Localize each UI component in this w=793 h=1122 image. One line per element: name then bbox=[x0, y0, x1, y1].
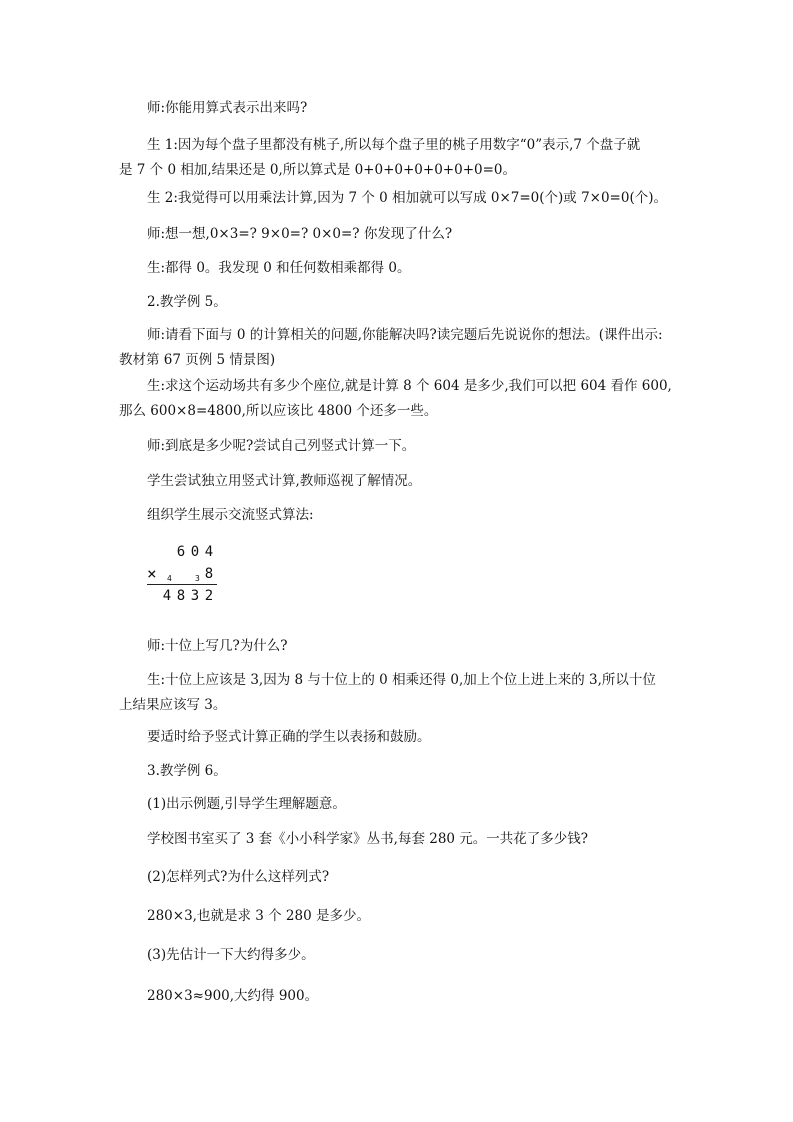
paragraph-organize-display: 组织学生展示交流竖式算法: bbox=[147, 507, 314, 523]
paragraph-student-conclusion: 生:都得 0。我发现 0 和任何数相乘都得 0。 bbox=[147, 260, 411, 276]
paragraph-teacher-question-1: 师:你能用算式表示出来吗? bbox=[147, 100, 308, 116]
paragraph-estimate-result: 280×3≈900,大约得 900。 bbox=[147, 988, 319, 1004]
multiplicand-digit: 6 bbox=[176, 544, 186, 560]
section-heading-example-6: 3.教学例 6。 bbox=[147, 763, 227, 779]
paragraph-student-estimate: 生:求这个运动场共有多少个座位,就是计算 8 个 604 是多少,我们可以把 604 看作 600, 那么 600×8=4800,所以应该比 4800 个还多一些。 bbox=[119, 378, 672, 419]
carry-digit: 3 bbox=[195, 574, 200, 583]
paragraph-student1-answer: 生 1:因为每个盘子里都没有桃子,所以每个盘子里的桃子用数字“0”表示,7 个盘子就 是 7 个 0 相加,结果还是 0,所以算式是 0+0+0+0+0+0+0=0。 bbox=[119, 137, 641, 178]
carry-digit: 4 bbox=[167, 574, 172, 583]
multiplication-sign: × bbox=[147, 564, 157, 583]
paragraph-teacher-think: 师:想一想,0×3=? 9×0=? 0×0=? 你发现了什么? bbox=[147, 226, 453, 242]
section-heading-example-5: 2.教学例 5。 bbox=[147, 294, 227, 310]
product-digit: 3 bbox=[190, 588, 200, 604]
product-digit: 2 bbox=[204, 588, 214, 604]
paragraph-student-tens-answer: 生:十位上应该是 3,因为 8 与十位上的 0 相乘还得 0,加上个位上进上来的 3,所以十位 上结果应该写 3。 bbox=[119, 672, 656, 713]
product-digit: 4 bbox=[162, 588, 172, 604]
paragraph-students-attempt: 学生尝试独立用竖式计算,教师巡视了解情况。 bbox=[147, 473, 422, 489]
paragraph-expression: 280×3,也就是求 3 个 280 是多少。 bbox=[147, 908, 370, 924]
paragraph-teacher-try: 师:到底是多少呢?尝试自己列竖式计算一下。 bbox=[147, 438, 416, 454]
multiplier-digit: 8 bbox=[204, 566, 214, 582]
multiplicand-digit: 0 bbox=[190, 544, 200, 560]
paragraph-student2-answer: 生 2:我觉得可以用乘法计算,因为 7 个 0 相加就可以写成 0×7=0(个)或 7×0=0(个)。 bbox=[147, 190, 667, 206]
vertical-multiplication bbox=[147, 544, 237, 608]
calculation-rule-line bbox=[147, 584, 217, 585]
multiplicand-digit: 4 bbox=[204, 544, 214, 560]
paragraph-step-3: (3)先估计一下大约得多少。 bbox=[147, 947, 315, 963]
product-digit: 8 bbox=[176, 588, 186, 604]
paragraph-step-2: (2)怎样列式?为什么这样列式? bbox=[147, 869, 330, 885]
paragraph-teacher-example-5: 师:请看下面与 0 的计算相关的问题,你能解决吗?读完题后先说说你的想法。(课件出示: 教材第 67 页例 5 情景图) bbox=[119, 327, 663, 368]
paragraph-problem-statement: 学校图书室买了 3 套《小小科学家》丛书,每套 280 元。一共花了多少钱? bbox=[147, 831, 589, 847]
paragraph-praise: 要适时给予竖式计算正确的学生以表扬和鼓励。 bbox=[147, 729, 431, 745]
paragraph-step-1: (1)出示例题,引导学生理解题意。 bbox=[147, 796, 346, 812]
paragraph-teacher-tens: 师:十位上写几?为什么? bbox=[147, 638, 288, 654]
